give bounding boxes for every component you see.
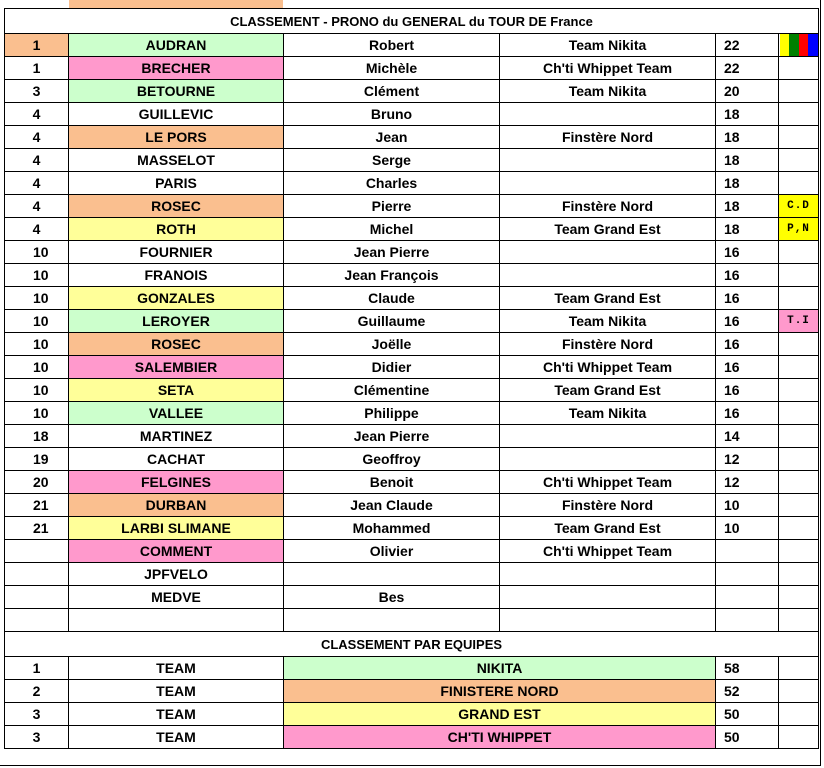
team-cell[interactable] bbox=[500, 563, 716, 586]
team-points-cell[interactable]: 52 bbox=[716, 680, 779, 703]
first-name-cell[interactable]: Jean bbox=[284, 126, 500, 149]
rank-cell[interactable]: 3 bbox=[5, 80, 69, 103]
ranking-row bbox=[5, 34, 819, 57]
rank-cell[interactable]: 10 bbox=[5, 241, 69, 264]
rank-cell[interactable]: 10 bbox=[5, 333, 69, 356]
badge-cell[interactable] bbox=[779, 172, 819, 195]
first-name-cell[interactable]: Philippe bbox=[284, 402, 500, 425]
jersey-stripe bbox=[808, 34, 818, 56]
last-name-cell[interactable]: ROTH bbox=[69, 218, 284, 241]
points-cell[interactable]: 16 bbox=[716, 356, 779, 379]
badge-cell[interactable] bbox=[779, 126, 819, 149]
first-name-cell[interactable]: Clémentine bbox=[284, 379, 500, 402]
last-name-cell[interactable]: MEDVE bbox=[69, 586, 284, 609]
first-name-cell[interactable]: Michel bbox=[284, 218, 500, 241]
first-name-cell[interactable]: Clément bbox=[284, 80, 500, 103]
first-name-cell[interactable]: Didier bbox=[284, 356, 500, 379]
points-cell[interactable]: 16 bbox=[716, 241, 779, 264]
first-name-cell[interactable]: Bes bbox=[284, 586, 500, 609]
ranking-row bbox=[5, 218, 819, 241]
rank-cell[interactable] bbox=[5, 586, 69, 609]
badge-cell[interactable] bbox=[779, 540, 819, 563]
last-name-cell[interactable]: BETOURNE bbox=[69, 80, 284, 103]
last-name-cell[interactable]: DURBAN bbox=[69, 494, 284, 517]
badge-cell[interactable] bbox=[779, 57, 819, 80]
last-name-cell[interactable]: JPFVELO bbox=[69, 563, 284, 586]
badge-cell[interactable] bbox=[779, 586, 819, 609]
ranking-row bbox=[5, 448, 819, 471]
rank-cell[interactable]: 10 bbox=[5, 287, 69, 310]
team-cell[interactable]: Finstère Nord bbox=[500, 126, 716, 149]
rank-cell[interactable]: 18 bbox=[5, 425, 69, 448]
points-cell[interactable]: 18 bbox=[716, 126, 779, 149]
badge-cell[interactable] bbox=[779, 287, 819, 310]
team-label-cell[interactable]: TEAM bbox=[69, 726, 284, 749]
team-name-cell[interactable]: CH'TI WHIPPET bbox=[284, 726, 716, 749]
points-cell[interactable]: 18 bbox=[716, 218, 779, 241]
ranking-row bbox=[5, 586, 819, 609]
first-name-cell[interactable]: Jean François bbox=[284, 264, 500, 287]
first-name-cell[interactable]: Bruno bbox=[284, 103, 500, 126]
badge-cell[interactable] bbox=[779, 494, 819, 517]
first-name-cell[interactable]: Olivier bbox=[284, 540, 500, 563]
team-name-cell[interactable]: GRAND EST bbox=[284, 703, 716, 726]
rank-cell[interactable]: 21 bbox=[5, 494, 69, 517]
team-cell[interactable] bbox=[500, 149, 716, 172]
last-name-cell[interactable]: LEROYER bbox=[69, 310, 284, 333]
badge-cell[interactable]: C.D bbox=[779, 195, 819, 218]
team-cell[interactable]: Team Grand Est bbox=[500, 379, 716, 402]
points-cell[interactable]: 16 bbox=[716, 379, 779, 402]
rank-cell[interactable]: 1 bbox=[5, 57, 69, 80]
badge-cell[interactable]: T.I bbox=[779, 310, 819, 333]
empty-cell[interactable] bbox=[716, 609, 779, 632]
first-name-cell[interactable]: Joëlle bbox=[284, 333, 500, 356]
rank-cell[interactable]: 4 bbox=[5, 103, 69, 126]
badge-cell[interactable] bbox=[779, 103, 819, 126]
empty-cell[interactable] bbox=[284, 609, 500, 632]
first-name-cell[interactable]: Benoit bbox=[284, 471, 500, 494]
team-cell[interactable]: Ch'ti Whippet Team bbox=[500, 57, 716, 80]
badge-cell[interactable] bbox=[779, 563, 819, 586]
ranking-row bbox=[5, 310, 819, 333]
badge-cell[interactable] bbox=[779, 379, 819, 402]
team-cell[interactable]: Ch'ti Whippet Team bbox=[500, 471, 716, 494]
empty-cell[interactable] bbox=[779, 726, 819, 749]
team-cell[interactable]: Finstère Nord bbox=[500, 195, 716, 218]
first-name-cell[interactable]: Pierre bbox=[284, 195, 500, 218]
ranking-row bbox=[5, 402, 819, 425]
last-name-cell[interactable]: FOURNIER bbox=[69, 241, 284, 264]
points-cell[interactable]: 16 bbox=[716, 264, 779, 287]
rank-cell[interactable]: 4 bbox=[5, 149, 69, 172]
team-rank-cell[interactable]: 2 bbox=[5, 680, 69, 703]
team-points-cell[interactable]: 50 bbox=[716, 726, 779, 749]
team-cell[interactable]: Ch'ti Whippet Team bbox=[500, 540, 716, 563]
team-cell[interactable]: Team Nikita bbox=[500, 402, 716, 425]
badge-cell[interactable]: P,N bbox=[779, 218, 819, 241]
points-cell[interactable]: 22 bbox=[716, 57, 779, 80]
team-cell[interactable]: Team Grand Est bbox=[500, 287, 716, 310]
empty-cell[interactable] bbox=[500, 609, 716, 632]
points-cell[interactable]: 16 bbox=[716, 287, 779, 310]
empty-cell[interactable] bbox=[779, 609, 819, 632]
team-cell[interactable] bbox=[500, 448, 716, 471]
rank-cell[interactable] bbox=[5, 563, 69, 586]
first-name-cell[interactable]: Charles bbox=[284, 172, 500, 195]
points-cell[interactable]: 22 bbox=[716, 34, 779, 57]
last-name-cell[interactable]: SETA bbox=[69, 379, 284, 402]
teams-title[interactable]: CLASSEMENT PAR EQUIPES bbox=[5, 632, 819, 657]
first-name-cell[interactable]: Serge bbox=[284, 149, 500, 172]
last-name-cell[interactable]: GUILLEVIC bbox=[69, 103, 284, 126]
points-cell[interactable]: 16 bbox=[716, 402, 779, 425]
badge-cell[interactable] bbox=[779, 80, 819, 103]
first-name-cell[interactable] bbox=[284, 563, 500, 586]
points-cell[interactable]: 18 bbox=[716, 172, 779, 195]
ranking-row bbox=[5, 287, 819, 310]
rank-cell[interactable]: 4 bbox=[5, 172, 69, 195]
last-name-cell[interactable]: PARIS bbox=[69, 172, 284, 195]
badge-cell[interactable] bbox=[779, 448, 819, 471]
points-cell[interactable]: 12 bbox=[716, 448, 779, 471]
ranking-row bbox=[5, 80, 819, 103]
last-name-cell[interactable]: VALLEE bbox=[69, 402, 284, 425]
team-row bbox=[5, 680, 819, 703]
last-name-cell[interactable]: AUDRAN bbox=[69, 34, 284, 57]
rank-cell[interactable]: 4 bbox=[5, 195, 69, 218]
ranking-row bbox=[5, 333, 819, 356]
rank-cell[interactable]: 1 bbox=[5, 34, 69, 57]
team-row bbox=[5, 703, 819, 726]
blank-row bbox=[5, 609, 819, 632]
team-cell[interactable] bbox=[500, 264, 716, 287]
last-name-cell[interactable]: MARTINEZ bbox=[69, 425, 284, 448]
title-row bbox=[5, 9, 819, 34]
rank-cell[interactable]: 10 bbox=[5, 310, 69, 333]
first-name-cell[interactable]: Jean Claude bbox=[284, 494, 500, 517]
first-name-cell[interactable]: Mohammed bbox=[284, 517, 500, 540]
team-label-cell[interactable]: TEAM bbox=[69, 680, 284, 703]
jersey-stripe bbox=[780, 34, 790, 56]
ranking-title[interactable]: CLASSEMENT - PRONO du GENERAL du TOUR DE France bbox=[5, 9, 819, 34]
badge-cell[interactable] bbox=[779, 425, 819, 448]
team-points-cell[interactable]: 58 bbox=[716, 657, 779, 680]
team-row bbox=[5, 726, 819, 749]
ranking-row bbox=[5, 103, 819, 126]
ranking-row bbox=[5, 471, 819, 494]
first-name-cell[interactable]: Michèle bbox=[284, 57, 500, 80]
team-cell[interactable] bbox=[500, 586, 716, 609]
points-cell[interactable]: 16 bbox=[716, 333, 779, 356]
team-cell[interactable] bbox=[500, 241, 716, 264]
ranking-row bbox=[5, 57, 819, 80]
ranking-row bbox=[5, 425, 819, 448]
badge-cell[interactable] bbox=[779, 356, 819, 379]
first-name-cell[interactable]: Geoffroy bbox=[284, 448, 500, 471]
partial-top-row bbox=[0, 0, 824, 8]
last-name-cell[interactable]: COMMENT bbox=[69, 540, 284, 563]
last-name-cell[interactable]: GONZALES bbox=[69, 287, 284, 310]
first-name-cell[interactable]: Jean Pierre bbox=[284, 241, 500, 264]
ranking-row bbox=[5, 494, 819, 517]
ranking-row bbox=[5, 241, 819, 264]
team-cell[interactable] bbox=[500, 103, 716, 126]
team-cell[interactable]: Team Grand Est bbox=[500, 517, 716, 540]
team-points-cell[interactable]: 50 bbox=[716, 703, 779, 726]
team-name-cell[interactable]: NIKITA bbox=[284, 657, 716, 680]
badge-cell[interactable] bbox=[779, 333, 819, 356]
rank-cell[interactable]: 10 bbox=[5, 264, 69, 287]
team-label-cell[interactable]: TEAM bbox=[69, 657, 284, 680]
last-name-cell[interactable]: ROSEC bbox=[69, 333, 284, 356]
ranking-row bbox=[5, 264, 819, 287]
ranking-row bbox=[5, 195, 819, 218]
team-cell[interactable]: Team Nikita bbox=[500, 34, 716, 57]
ranking-row bbox=[5, 540, 819, 563]
points-cell[interactable]: 16 bbox=[716, 310, 779, 333]
team-cell[interactable]: Team Nikita bbox=[500, 80, 716, 103]
team-cell[interactable] bbox=[500, 172, 716, 195]
ranking-row bbox=[5, 126, 819, 149]
team-rank-cell[interactable]: 3 bbox=[5, 703, 69, 726]
first-name-cell[interactable]: Robert bbox=[284, 34, 500, 57]
points-cell[interactable]: 10 bbox=[716, 494, 779, 517]
first-name-cell[interactable]: Jean Pierre bbox=[284, 425, 500, 448]
badge-cell[interactable] bbox=[779, 517, 819, 540]
points-cell[interactable] bbox=[716, 540, 779, 563]
rank-cell[interactable]: 10 bbox=[5, 356, 69, 379]
rank-cell[interactable] bbox=[5, 540, 69, 563]
jersey-stripe bbox=[799, 34, 809, 56]
team-cell[interactable] bbox=[500, 425, 716, 448]
last-name-cell[interactable]: FELGINES bbox=[69, 471, 284, 494]
team-cell[interactable]: Finstère Nord bbox=[500, 333, 716, 356]
last-name-cell[interactable]: MASSELOT bbox=[69, 149, 284, 172]
points-cell[interactable] bbox=[716, 563, 779, 586]
points-cell[interactable]: 14 bbox=[716, 425, 779, 448]
team-label-cell[interactable]: TEAM bbox=[69, 703, 284, 726]
ranking-row bbox=[5, 563, 819, 586]
badge-cell[interactable] bbox=[779, 402, 819, 425]
last-name-cell[interactable]: LARBI SLIMANE bbox=[69, 517, 284, 540]
badge-cell[interactable] bbox=[779, 471, 819, 494]
first-name-cell[interactable]: Guillaume bbox=[284, 310, 500, 333]
team-row bbox=[5, 657, 819, 680]
rank-cell[interactable]: 20 bbox=[5, 471, 69, 494]
rank-cell[interactable]: 4 bbox=[5, 126, 69, 149]
ranking-row bbox=[5, 172, 819, 195]
points-cell[interactable]: 18 bbox=[716, 103, 779, 126]
points-cell[interactable]: 18 bbox=[716, 149, 779, 172]
points-cell[interactable]: 20 bbox=[716, 80, 779, 103]
ranking-row bbox=[5, 356, 819, 379]
points-cell[interactable]: 18 bbox=[716, 195, 779, 218]
empty-cell[interactable] bbox=[5, 609, 69, 632]
rank-cell[interactable]: 10 bbox=[5, 402, 69, 425]
rank-cell[interactable]: 19 bbox=[5, 448, 69, 471]
empty-cell[interactable] bbox=[779, 703, 819, 726]
last-name-cell[interactable]: LE PORS bbox=[69, 126, 284, 149]
ranking-table bbox=[4, 8, 819, 749]
empty-cell[interactable] bbox=[779, 657, 819, 680]
points-cell[interactable]: 12 bbox=[716, 471, 779, 494]
empty-cell[interactable] bbox=[779, 680, 819, 703]
jersey-stripe bbox=[789, 34, 799, 56]
points-cell[interactable]: 10 bbox=[716, 517, 779, 540]
rank-cell[interactable]: 4 bbox=[5, 218, 69, 241]
badge-cell[interactable] bbox=[779, 241, 819, 264]
jersey-flag-icon bbox=[780, 34, 818, 56]
team-cell[interactable]: Finstère Nord bbox=[500, 494, 716, 517]
empty-cell[interactable] bbox=[69, 609, 284, 632]
last-name-cell[interactable]: ROSEC bbox=[69, 195, 284, 218]
ranking-row bbox=[5, 149, 819, 172]
partial-top-cell[interactable] bbox=[69, 0, 283, 8]
team-cell[interactable]: Ch'ti Whippet Team bbox=[500, 356, 716, 379]
ranking-row bbox=[5, 379, 819, 402]
team-rank-cell[interactable]: 3 bbox=[5, 726, 69, 749]
teams-title-row bbox=[5, 632, 819, 657]
team-name-cell[interactable]: FINISTERE NORD bbox=[284, 680, 716, 703]
points-cell[interactable] bbox=[716, 586, 779, 609]
last-name-cell[interactable]: SALEMBIER bbox=[69, 356, 284, 379]
team-rank-cell[interactable]: 1 bbox=[5, 657, 69, 680]
ranking-row bbox=[5, 517, 819, 540]
rank-cell[interactable]: 10 bbox=[5, 379, 69, 402]
badge-cell[interactable] bbox=[779, 149, 819, 172]
team-cell[interactable]: Team Grand Est bbox=[500, 218, 716, 241]
first-name-cell[interactable]: Claude bbox=[284, 287, 500, 310]
last-name-cell[interactable]: CACHAT bbox=[69, 448, 284, 471]
badge-cell[interactable] bbox=[779, 264, 819, 287]
last-name-cell[interactable]: BRECHER bbox=[69, 57, 284, 80]
last-name-cell[interactable]: FRANOIS bbox=[69, 264, 284, 287]
rank-cell[interactable]: 21 bbox=[5, 517, 69, 540]
badge-cell[interactable] bbox=[779, 34, 819, 57]
team-cell[interactable]: Team Nikita bbox=[500, 310, 716, 333]
